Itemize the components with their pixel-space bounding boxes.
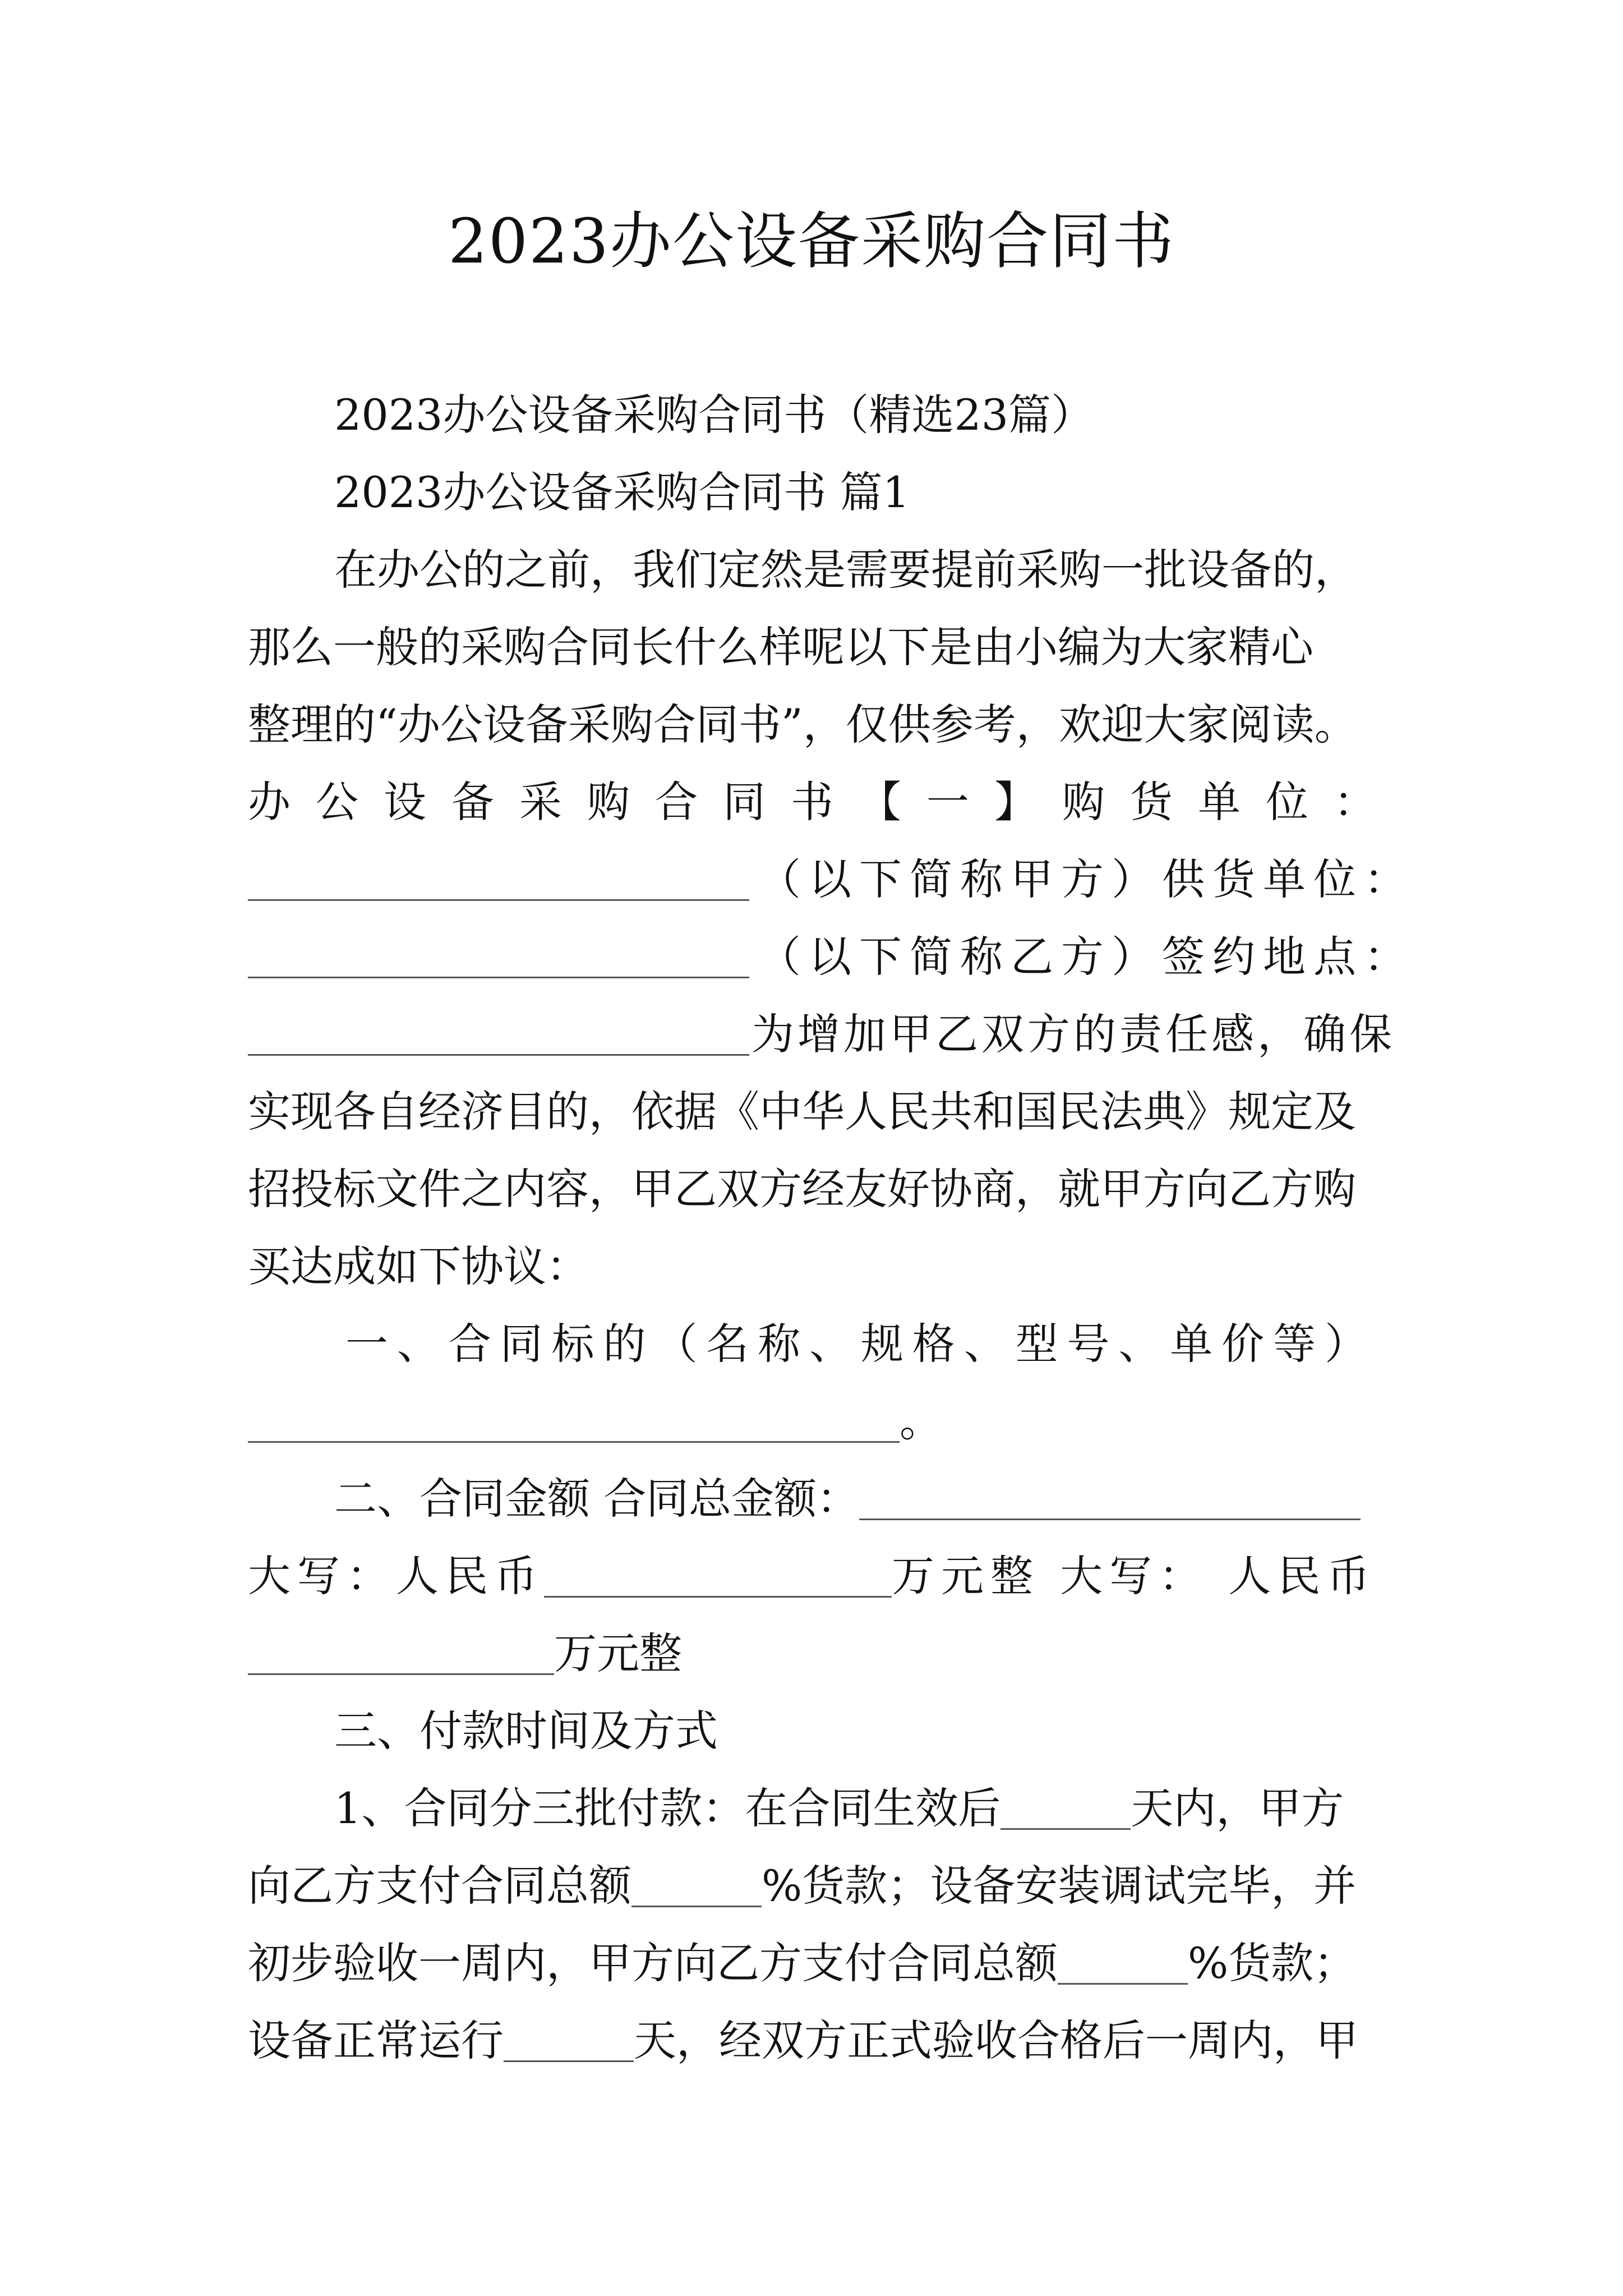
body-line-14-text-a: 大写：人民币 <box>248 1551 544 1601</box>
fill-in-blank-percent-1[interactable] <box>631 1865 762 1907</box>
fill-in-blank-percent-2[interactable] <box>1058 1943 1188 1985</box>
body-line-17 <box>334 1769 1344 1848</box>
body-line-11 <box>345 1305 1367 1383</box>
fill-in-blank-subject[interactable] <box>248 1401 900 1443</box>
line-11-char: 标 <box>551 1319 594 1369</box>
subtitle-text: 2023办公设备采购合同书（精选23篇） <box>334 390 1094 440</box>
body-line-2 <box>248 608 1313 687</box>
line-4-char: 】 <box>994 777 1037 827</box>
line-4-char: 同 <box>723 777 766 827</box>
body-line-15-text: 万元整 <box>554 1628 682 1678</box>
line-4-char: 采 <box>519 777 562 827</box>
body-line-12 <box>248 1382 942 1461</box>
body-line-13 <box>334 1460 1361 1538</box>
body-line-3-text: 整理的“办公设备采购合同书”，仅供参考，欢迎大家阅读。 <box>248 700 1357 749</box>
line-11-char: 一 <box>345 1319 388 1369</box>
line-11-char: 价 <box>1221 1319 1265 1369</box>
line-4-char: 购 <box>1062 777 1105 827</box>
fill-in-blank-days-2[interactable] <box>504 2020 634 2062</box>
line-11-char: 、 <box>963 1319 1007 1369</box>
body-line-18-text-a: 向乙方支付合同总额 <box>248 1861 631 1911</box>
fill-in-blank-location[interactable] <box>248 1014 749 1056</box>
line-4-char: ： <box>1334 777 1376 827</box>
body-line-14-text-b: 万元整 大写： 人民币 <box>892 1551 1377 1601</box>
body-line-9 <box>248 1150 1356 1228</box>
line-11-char: 规 <box>860 1319 903 1369</box>
body-line-19-text-a: 初步验收一周内，甲方向乙方支付合同总额 <box>248 1938 1058 1988</box>
line-4-char: 【 <box>859 777 901 827</box>
body-line-4 <box>248 763 1376 841</box>
body-line-20-text-a: 设备正常运行 <box>248 2016 504 2065</box>
line-4-char: 备 <box>451 777 494 827</box>
body-line-17-text-a: 1、合同分三批付款：在合同生效后 <box>334 1783 1001 1833</box>
line-4-char: 单 <box>1198 777 1241 827</box>
line-4-char: 货 <box>1130 777 1173 827</box>
fill-in-blank-total-amount[interactable] <box>859 1478 1361 1520</box>
line-11-char: 、 <box>809 1319 852 1369</box>
body-line-18-text-b: %货款；设备安装调试完毕，并 <box>762 1861 1357 1911</box>
line-11-char: 称 <box>758 1319 801 1369</box>
body-line-9-text: 招投标文件之内容，甲乙双方经友好协商，就甲方向乙方购 <box>248 1164 1356 1214</box>
line-11-char: 格 <box>912 1319 955 1369</box>
body-line-20 <box>248 2001 1358 2080</box>
line-11-char: 、 <box>1118 1319 1161 1369</box>
body-line-10 <box>248 1227 589 1306</box>
document-title: 2023办公设备采购合同书 <box>448 205 1175 277</box>
line-11-char: 等 <box>1273 1319 1316 1369</box>
body-line-7 <box>248 995 1395 1074</box>
line-11-char: 号 <box>1067 1319 1110 1369</box>
body-line-14 <box>248 1537 1376 1616</box>
line-11-char: 型 <box>1015 1319 1058 1369</box>
body-line-17-text-b: 天内，甲方 <box>1131 1783 1344 1833</box>
line-4-char: 一 <box>926 777 969 827</box>
body-line-6-text: （以下简称乙方）签约地点： <box>758 932 1414 982</box>
body-line-12-end: 。 <box>900 1396 942 1446</box>
body-line-6 <box>248 918 1414 996</box>
body-line-5 <box>248 840 1414 919</box>
body-line-15 <box>248 1614 682 1693</box>
line-4-char: 办 <box>248 777 291 827</box>
line-11-char: ） <box>1324 1319 1367 1369</box>
article-heading <box>334 453 910 532</box>
line-4-char: 设 <box>384 777 426 827</box>
fill-in-blank-buyer[interactable] <box>248 859 749 901</box>
fill-in-blank-days-1[interactable] <box>1000 1788 1131 1830</box>
line-11-char: 名 <box>706 1319 749 1369</box>
subtitle <box>334 376 1094 454</box>
line-11-char: 合 <box>448 1319 491 1369</box>
body-line-2-text: 那么一般的采购合同长什么样呢以下是由小编为大家精心 <box>248 622 1313 672</box>
body-line-3 <box>248 685 1357 764</box>
line-4-char: 书 <box>791 777 833 827</box>
body-line-16-text: 三、付款时间及方式 <box>334 1706 718 1756</box>
body-line-16 <box>334 1692 718 1770</box>
line-11-char: 、 <box>396 1319 440 1369</box>
line-4-char: 购 <box>587 777 630 827</box>
fill-in-blank-amount-words[interactable] <box>544 1556 892 1598</box>
body-line-10-text: 买达成如下协议： <box>248 1241 589 1291</box>
body-line-8-text: 实现各自经济目的，依据《中华人民共和国民法典》规定及 <box>248 1087 1356 1137</box>
fill-in-blank-supplier[interactable] <box>248 936 749 978</box>
fill-in-blank-amount-words-2[interactable] <box>248 1633 554 1675</box>
line-4-char: 公 <box>316 777 358 827</box>
body-line-1 <box>334 531 1357 609</box>
body-line-19-text-b: %货款； <box>1188 1938 1357 1988</box>
body-line-13-text: 二、合同金额 合同总金额： <box>334 1474 860 1524</box>
body-line-5-text: （以下简称甲方）供货单位： <box>758 854 1414 904</box>
body-line-1-text: 在办公的之前，我们定然是需要提前采购一批设备的， <box>334 545 1357 595</box>
line-11-char: 的 <box>603 1319 646 1369</box>
article-heading-text: 2023办公设备采购合同书 篇1 <box>334 467 910 517</box>
line-4-char: 位 <box>1266 777 1308 827</box>
body-line-19 <box>248 1924 1356 2003</box>
body-line-8 <box>248 1073 1356 1151</box>
body-line-20-text-b: 天，经双方正式验收合格后一周内，甲 <box>634 2016 1358 2065</box>
line-4-char: 合 <box>655 777 698 827</box>
body-line-7-text: 为增加甲乙双方的责任感，确保 <box>751 1009 1395 1059</box>
line-11-char: 同 <box>500 1319 543 1369</box>
line-11-char: 单 <box>1170 1319 1213 1369</box>
line-11-char: （ <box>654 1319 698 1369</box>
body-line-18 <box>248 1847 1356 1925</box>
